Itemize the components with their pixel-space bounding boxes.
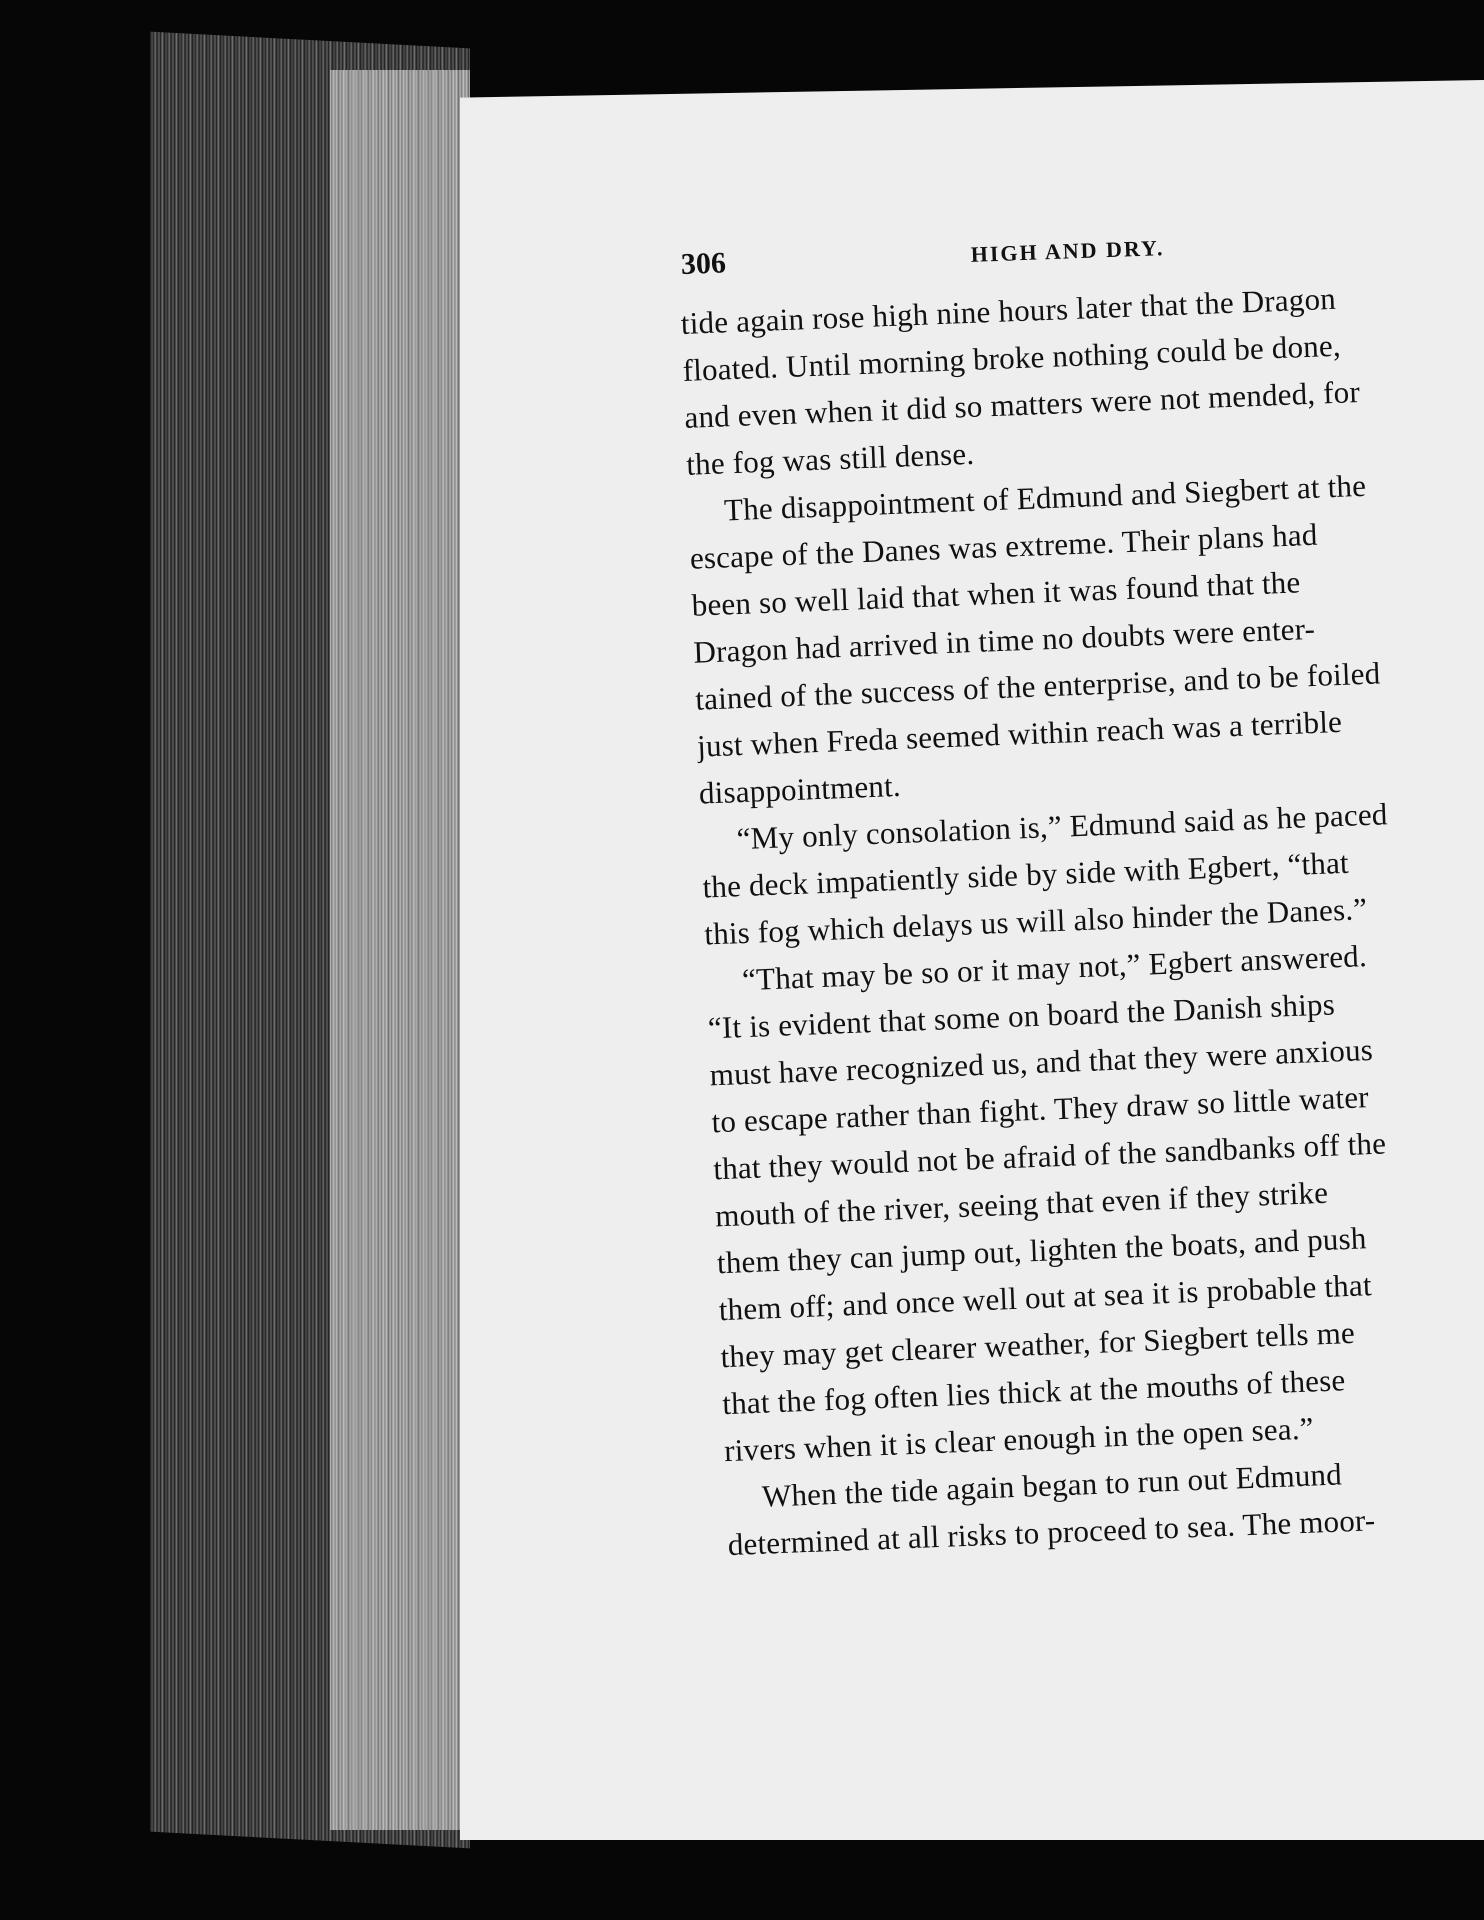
text-line: this fog which delays us will also hinder the Danes.” [703, 891, 1368, 952]
text-line: them they can jump out, lighten the boats, and push [716, 1220, 1368, 1281]
text-line: When the tide again began to run out Edmund [761, 1456, 1343, 1514]
text-line: “My only consolation is,” Edmund said as he paced [736, 796, 1389, 857]
text-line: that they would not be afraid of the sandbanks off the [712, 1125, 1387, 1187]
text-line: to escape rather than fight. They draw so little water [710, 1079, 1370, 1140]
running-head: HIGH AND DRY. [970, 235, 1165, 267]
text-line: The disappointment of Edmund and Siegbert at the [723, 467, 1367, 528]
text-line: and even when it did so matters were not mended, for [683, 373, 1361, 435]
text-line: “It is evident that some on board the Danish ships [707, 986, 1336, 1046]
text-line: been so well laid that when it was found that the [691, 564, 1301, 623]
text-line: “That may be so or it may not,” Egbert answered. [741, 938, 1368, 998]
text-line: floated. Until morning broke nothing could be done, [682, 327, 1342, 388]
text-line: them off; and once well out at sea it is probable that [718, 1267, 1373, 1328]
text-line: tained of the success of the enterprise, and to be foiled [694, 655, 1381, 717]
text-line: disappointment. [698, 767, 902, 811]
text-line: they may get clearer weather, for Siegbert tells me [719, 1314, 1356, 1375]
text-line: escape of the Danes was extreme. Their plans had [689, 516, 1319, 576]
text-line: Dragon had arrived in time no doubts were enter- [692, 610, 1316, 670]
book-page-edges [330, 70, 470, 1830]
text-line: mouth of the river, seeing that even if they strike [714, 1174, 1329, 1234]
text-line: rivers when it is clear enough in the open sea.” [723, 1410, 1315, 1469]
page-number: 306 [680, 246, 727, 281]
text-line: that the fog often lies thick at the mouths of these [721, 1362, 1346, 1422]
text-line: the deck impatiently side by side with Egbert, “that [701, 844, 1350, 905]
text-line: the fog was still dense. [685, 435, 975, 482]
text-line: determined at all risks to proceed to sea. The moor- [727, 1502, 1376, 1563]
text-line: must have recognized us, and that they were anxious [709, 1031, 1374, 1093]
body-text [680, 269, 1484, 1568]
text-line: just when Freda seemed within reach was a terrible [696, 703, 1343, 764]
text-line: tide again rose high nine hours later that the Dragon [680, 280, 1337, 341]
